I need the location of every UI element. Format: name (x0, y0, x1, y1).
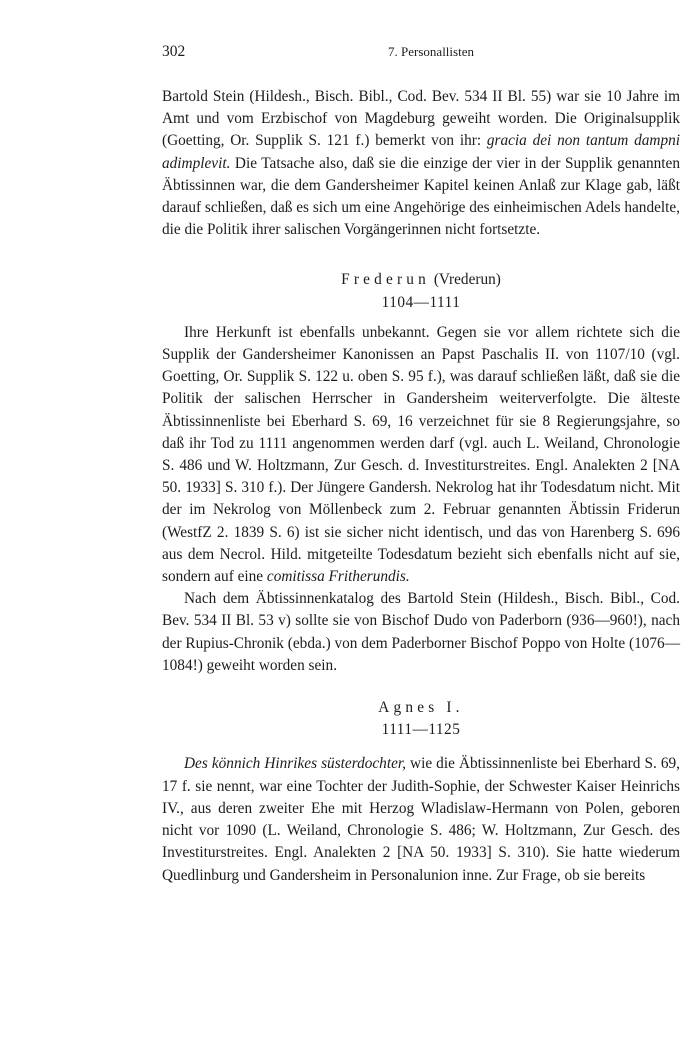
abbess-name: Frederun (341, 271, 430, 289)
latin-quote: gracia dei non tantum dampni adimplevit. (162, 132, 680, 172)
latin-quote: comitissa Fritherundis. (266, 568, 410, 586)
page-number: 302 (162, 43, 186, 60)
paragraph-frederun-1 (162, 322, 680, 588)
abbess-alt-name: (Vrederun) (433, 271, 501, 289)
middle-low-german-quote: Des könnich Hinrikes süsterdochter, (184, 755, 406, 773)
paragraph-frederun-2: Nach dem Äbtissinnenkatalog des Bartold Stein (Hildesh., Bisch. Bibl., Cod. Bev. 534 II Bl. 53 v) sollte sie von Bischof Dudo von Paderborn (936—960!), nach der Rupius-Chronik (ebda.) von dem Paderborner Bischof Poppo von Holte (1076—1084!) geweiht worden sein. (162, 590, 680, 674)
text-run: Ihre Herkunft ist ebenfalls unbekannt. Gegen sie vor allem richtete sich die Supplik der Gandersheimer Kanonissen an Papst Paschalis II. von 1107/10 (vgl. Goetting, Or. Supplik S. 122 u. oben S. 95 f.), was darauf schließen läßt, daß sie die Politik der salischen Herrscher in Gandersheim weiterverfolgte. Die älteste Äbtissinnenliste bei Eberhard S. 69, 16 verzeichnet für sie 8 Regierungsjahre, so daß ihr Tod zu 1111 angenommen werden darf (vgl. auch L. Weiland, Chronologie S. 486 und W. Holtzmann, Zur Gesch. d. Investiturstreites. Engl. Analekten 2 [NA 50. 1933] S. 310 f.). Der Jüngere Gandersh. Nekrolog hat ihr Todesdatum nicht. Mit der im Nekrolog von Möllenbeck zum 2. Februar genannten Äbtissin Friderun (WestfZ 2. 1839 S. 6) ist sie sicher nicht identisch, und das von Harenberg S. 696 aus dem Necrol. Hild. mitgeteilte Todesdatum bezieht sich ebenfalls nicht auf sie, sondern auf eine (162, 323, 680, 586)
text-run: wie die Äbtissinnenliste bei Eberhard S. 69, 17 f. sie nennt, war eine Tochter der Judith-Sophie, der Schwester Kaiser Heinrichs IV., aus deren zweiter Ehe mit Herzog Wladislaw-Hermann von Polen, geboren nicht vor 1090 (L. Weiland, Chronologie S. 486; W. Holtzmann, Zur Gesch. des Investiturstreites. Engl. Analekten 2 [NA 50. 1933] S. 310). Sie hatte wiederum Quedlinburg und Gandersheim in Personalunion inne. Zur Frage, ob sie bereits (162, 755, 681, 884)
text-run: Bartold Stein (Hildesh., Bisch. Bibl., Cod. Bev. 534 II Bl. 55) war sie 10 Jahre im Amt und vom Erzbischof von Magdeburg geweiht worden. Die Originalsupplik (Goetting, Or. Supplik S. 121 f.) bemerkt von ihr: (162, 88, 680, 150)
body-text (162, 86, 680, 887)
section-heading-frederun (162, 269, 680, 313)
page-header (162, 43, 680, 67)
abbess-years: 1111—1125 (381, 721, 461, 739)
paragraph-agnes-1 (162, 753, 680, 886)
abbess-name: Agnes I. (378, 699, 464, 717)
paragraph-intro (162, 86, 680, 241)
text-run: Die Tatsache also, daß sie die einzige der vier in der Supplik genannten Äbtissinnen war, die dem Gandersheimer Kapitel keinen Anlaß zur Klage gab, läßt darauf schließen, daß es sich um eine Angehörige des einheimischen Adels handelte, die die Politik ihrer salischen Vorgängerinnen nicht fortsetzte. (162, 154, 680, 239)
section-heading-agnes (162, 697, 680, 741)
abbess-years: 1104—1111 (381, 293, 461, 311)
running-title: 7. Personallisten (388, 44, 474, 59)
